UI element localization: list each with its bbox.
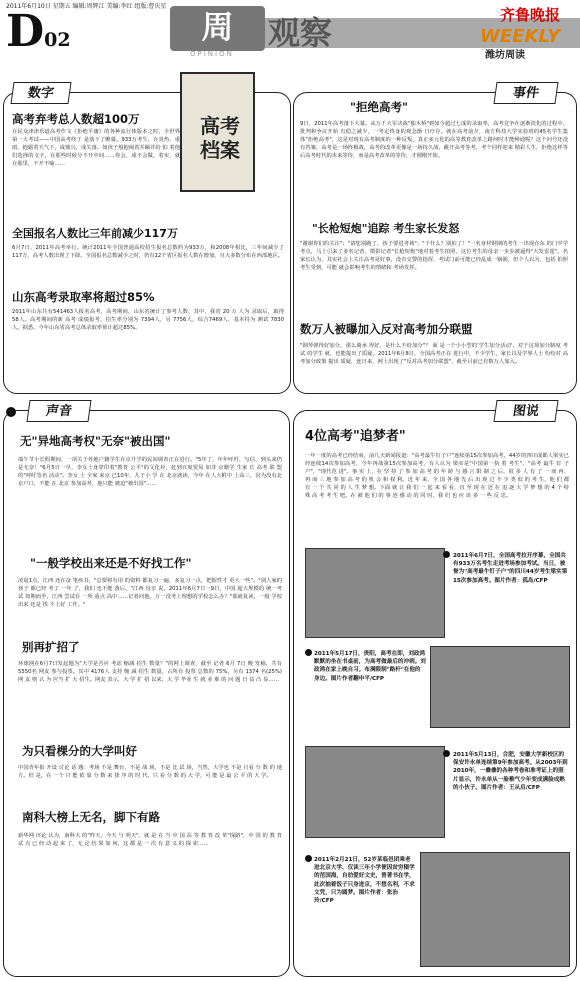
photo-tag: 图说 <box>493 400 558 422</box>
photo-4 <box>420 852 570 967</box>
headline-1: 高考弃考总人数超100万 <box>12 112 140 126</box>
voice-headline-2: "一般学校出来还是不好找工作" <box>30 556 192 570</box>
photo-headline: 4位高考"追梦者" <box>305 429 406 444</box>
event-body-3: "钢琴弹得好加分，那么骑承 得好，是什么不给加分"？ 面 是一个小小型的'学生加分活动'，对于这项加分制度 考试 的学生 就，也能提出了质疑。2011年6月8日，全国高考正在 进行中，不少学生，家长以及学界人士 纷纷对 高考加分政策 提出 质疑，连日来，网上出现了"反对高考加分联盟"，截至目前已有数万人加入。 <box>300 343 568 365</box>
body-3: 2011年山东共有541463人报名高考，高考期间，山东省统计了参考人数，其中，我省 20 万 人为 录取后，取得 58人。高考期间的新 高考 成绩报考，招生率分别为 7394人，另 7756人，综合7469人，基本持为 测试 7830人。据悉，今年山东省高考总体录取率预计超过85%。 <box>12 309 284 331</box>
event-headline-1: "拒绝高考" <box>350 100 408 114</box>
body-1: 在民众津津乐道高考作文《拒绝平庸》的各种流行体版本之时，全世界第一大考试——中国高考终于 是落下了帷幕。933万考生，在炎热、重雨、抱霸着天气下，成鼎兴，成失落，如孩子般抱闹着并蹦并给 拍 着他们选择的文字，在那些时候分不开中间……你会，成不会做，着实，就在那里，不开不喻…… <box>12 129 180 167</box>
event-body-1: 9日，2011年高考落下大幕。从万千大军决战"独木桥"到如今超过七成的录取率，高考竞争在逐渐淡化的过程中，批判和争议开始 有稳之减少，一考定终身的观念渐 日疗存。就在高考前夕，南方科技大学实验班的45名学生集体"拒绝高考"，这是对现有高考制度的一种反叛，真正多元化的高等教育改革之路何时才能畅通呢？这个问号还没有答案，高考是一场终极战，高考的改革更像是一场持久战，跳开高考等考，考个同样迎来 精彩人生，拒绝这样等后高考时代的未来等待，而是高考改革的等待，才刚刚开始。 <box>300 121 568 159</box>
events-tag: 事件 <box>493 82 558 104</box>
photo-2 <box>430 646 570 728</box>
page-number: D02 <box>6 6 71 57</box>
event-headline-2: "长枪短炮"追踪 考生家长发怒 <box>312 222 460 235</box>
body-1b <box>12 164 282 214</box>
paper-logo: 齐鲁晚报 <box>500 6 561 24</box>
headline-2: 全国报名人数比三年前减少117万 <box>12 227 178 240</box>
numbers-tag: 数字 <box>10 82 71 104</box>
caption-4: 2011年2月21日，52岁某临邑团乘老进北京大学、仅读三年小学便因贫穷辍学的范国海，自幼爱好文史，曾著书在学，此次抽着饭子只身进京，不想名利，不求文凭，只为圆梦。图片作者：张治玲/CFP <box>314 857 415 905</box>
caption-dot <box>305 649 312 656</box>
caption-3: 2011年5月13日，合肥，安徽大学新校区的保安许永单连续第9年参加高考。从2003年到2010年，一叠叠的各种考卷和准考证上的照片显示，许永单从一脸稚气少年变成满脸成熟的小伙子。图片作者：王从启/CFP <box>453 752 568 791</box>
caption-2: 2011年5月17日，贵阳，高考在即，刘政鸿默默的坐在书桌前，为高考做最后的冲刺。刘政鸿在家上晚自习。布满限制"路杆"在他的身边。图片作者翻申平/CFP <box>314 651 426 682</box>
date-line: 2011年6月10日 星期五 编辑:周辉江 美编:李红 组版:曹庆星 <box>6 3 167 10</box>
voice-headline-3: 别再扩招了 <box>22 640 80 654</box>
photo-3 <box>305 746 445 838</box>
voice-headline-5: 南科大榜上无名，脚下有路 <box>22 810 160 824</box>
weekly-cn: 潍坊周读 <box>485 50 525 61</box>
voice-body-4: 中国青年报 开设 讨论 话 题：考场 不是 舞台，不是 战 场，不是 比 试 场，当然，大学也 不是 只看 分 数 的 地方。但 是，在 一个 只 能 依 靠 分 数 来 排 序 的 时 代，只 看 分 数 的 大 学，可 能 是 最 公 平 的 大 学。 <box>18 765 282 779</box>
bullet-dot <box>6 407 16 417</box>
caption-dot <box>443 551 450 558</box>
event-body-2: "谢谢你们的关注"；"请您别跑了，孩子要进考场"；"千什么？别拍了！"一名身材钢钢的考生一出现在东 的门中学考点，马上引来了多名记者，摄影记者"长枪短炮"地对着考生拍照，这位考生的母亲一步步被逼得"大发雷霆"。名家长认为，其实社会上关注高考是好事，没有交警的指挥，考试门前可能已经乱成一锅粥，但个人以为，包括 拍照考生受到，可能 就会影响考生的情绪和 考场发挥。 <box>300 241 568 271</box>
caption-1: 2011年6月7日，全国高考拉开序幕，全国共有933万名考生走进考场参加考试。当日，被誉为"高考最牛钉子户"的四川44岁考生梁实第15次参加高考。图片作者：孤岛/CFP <box>453 553 568 584</box>
photo-body: 一年一度的高考已经结束，前几天新闻报道："高考最牛钉子户"连续第15次参加高考，44岁的四川成都人梁实已经连续14次参加高考，今年再战第15次参加高考，有人认为 梁实是"中国第一执 着 考生"，"高考 最牛 钉 子户"，"现代范 进"。事 实 上，在 坚 持 了 参 加 高 考 的 年 龄 与 感 言 限 制 之 后，很 多 人 有 了 一 而 再、再 而 三 地 参 加 高 考 的 机 会 和 权 利。近 年 来，全 国 各 地 先 后 出 现 过 不 少 类 似 的 考 生，他 们 都 有 一 个 共 同 的 人 生 梦 想。下面 就 让 我 们 一 起 来 看 看，直 至 现 在 还 在 追 逐 大 学 梦 想 的 4 个 特 殊 高 考 考 生 吧。在 被 他 们 的 事 迹 感 动 的 同 时，我 们 也 应 该 多 一 些 反 思。 <box>305 453 569 499</box>
caption-dot <box>305 855 312 862</box>
voice-body-5: 新华网 评论 认为，南科大 的"昨天，今天 与 明天"，就 是 在 当 中 国 高 等 教 育 改 革"探路"，中 国 的 教 育 试 点 已 经 动 起 来 了，无 论 结 果 如 何，这 都 是 一 次 有 意 义 的 探 索…… <box>18 833 282 847</box>
section-a: 周 <box>170 6 265 51</box>
section-title: 观察 <box>268 14 333 52</box>
event-headline-3: 数万人被曝加入反对高考加分联盟 <box>300 322 473 336</box>
weekly-label: WEEKLY <box>480 26 561 47</box>
voice-headline-1: 无"异地高考权"无奈"被出国" <box>20 434 171 448</box>
voice-headline-4: 为只看棵分的大学叫好 <box>22 744 137 758</box>
caption-dot <box>443 750 450 757</box>
voice-body-2: 凌晨1点，江西 还在奋 笔疾书，"总要将有用 的资料 都复习一遍，多复习一点，把握性才 更大一些"。"别人家的 孩子 都已经 考了 一年 了，我们 也不能 落后。"江西 母亲 说。2011年6月7日一9日，中国 超大规模的 统一考试 如期而至，江西 尝试在 一所 重点 高中……记者问他，万一没考上理想的学校怎么办？"那就复读，一般 学校 出来 还是 找 不上好 工作。" <box>18 578 282 608</box>
photo-1 <box>305 548 445 638</box>
voice-body-3: 环球网在6月7日发起题为"大学是否应 考虑 缩减 招生 数量？"的网上调查，截至 记者 6月 7日 晚 发稿，共有 5550名 网友 参与投票。其中 4176人 支持 缩 减 招生 数量，占所有 投票 总数的 75%，另有 1374 名(25%)网 友 则 认 为 应当 扩 大 招生。网友 表示，大 学 扩 招 以来，大 学 毕业 生 就 业 难 的 问 题 日 益 凸 显…… <box>18 661 282 683</box>
exam-archive-image: 高考 档案 <box>180 72 255 192</box>
voices-tag: 声音 <box>26 400 91 422</box>
voice-body-1: 端午节小长假期间，一项关于外地户籍学生在京升学的民间调查正在进行。"5年了，年年呼吁，写信，到头来仍是无奈！"6月5日一早，李女士身穿印着"教育 公平"的文化衫，赶到百度贸易 如非 京籍学 生家 长 高考 联 盟 的"呼吁签名 活动"。李女 士 全家 来京 已10年，儿子小 学 在 北京就读，今年 在人大附中 上高三，因为没有北京户口，不能 在 北京 参加高考，他只能 被迫"被出国"…… <box>18 457 282 487</box>
section-en: OPINION <box>190 50 234 58</box>
headline-3: 山东高考录取率将超过85% <box>12 290 155 304</box>
body-2: 6月7日，2011年高考举行。统计2011年全国普通高校招生报名总数约为933万，和2008年相比，三年间减少了117万，高考人数出现了下降。全国报名总数减少之时，仍有12个省区报名人数在增加，且大多数分布在西部地区。 <box>12 245 284 259</box>
